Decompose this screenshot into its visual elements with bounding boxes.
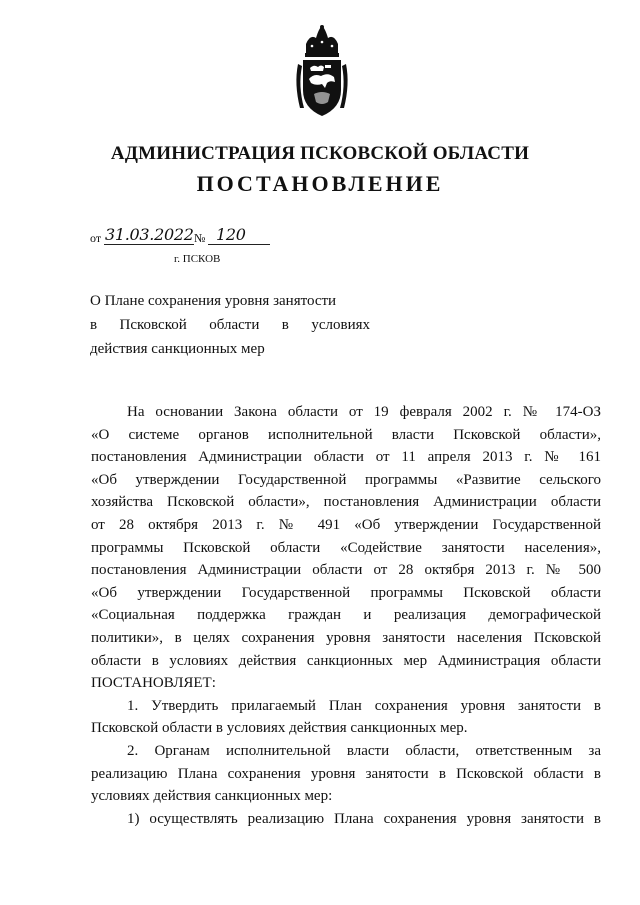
document-type-title: ПОСТАНОВЛЕНИЕ xyxy=(196,171,444,196)
body-line: от 28 октября 2013 г. № 491 «Об утверждении Государственной xyxy=(91,516,601,533)
body-line: политики», в целях сохранения уровня занятости населения Псковской xyxy=(91,629,601,646)
body-line: 2. Органам исполнительной власти области, ответственным за xyxy=(127,742,601,759)
body-line: 1) осуществлять реализацию Плана сохранения уровня занятости в xyxy=(127,810,601,827)
body-line: Псковской области в условиях действия санкционных мер. xyxy=(91,720,468,737)
body-line: «Об утверждении Государственной программы Псковской области xyxy=(91,584,601,601)
body-line: «О системе органов исполнительной власти Псковской области», xyxy=(91,426,601,443)
body-line: ПОСТАНОВЛЯЕТ: xyxy=(91,675,216,692)
body-line: хозяйства Псковской области», постановления Администрации области xyxy=(91,494,601,511)
body-line: постановления Администрации области от 28 октября 2013 г. № 500 xyxy=(91,562,601,579)
authority-title: АДМИНИСТРАЦИЯ ПСКОВСКОЙ ОБЛАСТИ xyxy=(110,143,530,164)
city: г. ПСКОВ xyxy=(174,253,221,265)
number-prefix: № xyxy=(194,231,206,245)
subject-line: О Плане сохранения уровня занятости xyxy=(90,293,337,309)
document-subject xyxy=(90,289,370,361)
number-underline xyxy=(208,244,270,245)
body-line: области в условиях действия санкционных мер Администрация области xyxy=(91,652,601,669)
body-line: «Об утверждении Государственной программы «Развитие сельского xyxy=(91,471,601,488)
date-underline xyxy=(104,244,194,245)
body-line: постановления Администрации области от 11 апреля 2013 г. № 161 xyxy=(91,449,601,466)
coat-of-arms-icon xyxy=(292,24,352,120)
body-line: На основании Закона области от 19 февраля 2002 г. № 174-ОЗ xyxy=(127,404,601,420)
date-prefix: от xyxy=(90,231,102,245)
registration-line xyxy=(90,225,290,249)
handwritten-number: 120 xyxy=(216,225,246,244)
handwritten-date: 31.03.2022 xyxy=(105,225,194,244)
body-line: 1. Утвердить прилагаемый План сохранения уровня занятости в xyxy=(127,697,601,714)
subject-line: в Псковской области в условиях xyxy=(90,317,370,333)
subject-line: действия санкционных мер xyxy=(90,341,265,357)
body-line: программы Псковской области «Содействие занятости населения», xyxy=(91,539,601,556)
document-body xyxy=(91,401,601,830)
body-line: условиях действия санкционных мер: xyxy=(91,788,333,805)
body-line: «Социальная поддержка граждан и реализация демографической xyxy=(91,607,601,624)
body-line: реализацию Плана сохранения уровня занятости в Псковской области в xyxy=(91,765,601,782)
